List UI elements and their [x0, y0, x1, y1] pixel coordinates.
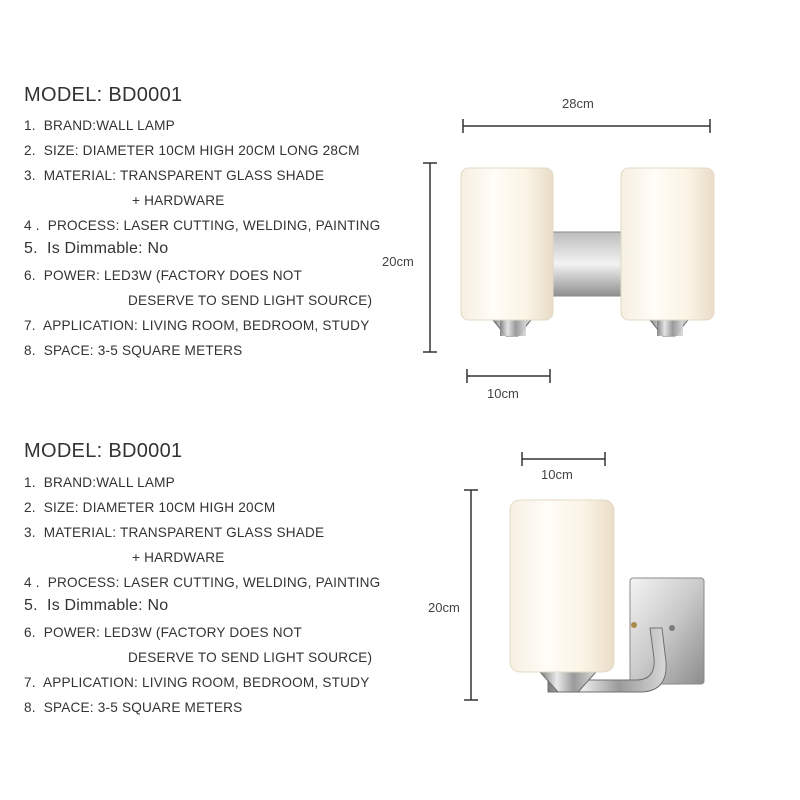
spec-item: 3. MATERIAL: TRANSPARENT GLASS SHADE: [24, 168, 325, 183]
spec-item-continuation: DESERVE TO SEND LIGHT SOURCE): [128, 650, 373, 665]
spec-item-continuation: + HARDWARE: [132, 193, 225, 208]
spec-item: 7. APPLICATION: LIVING ROOM, BEDROOM, STUDY: [24, 675, 370, 690]
spec-item: 6. POWER: LED3W (FACTORY DOES NOT: [24, 268, 302, 283]
dimension-line-diameter: [522, 452, 605, 466]
spec-item: 2. SIZE: DIAMETER 10CM HIGH 20CM: [24, 500, 276, 515]
glass-shade-left: [461, 168, 553, 320]
dimension-label-diameter: 10cm: [541, 467, 573, 482]
dimension-line-diameter: [467, 369, 550, 383]
single-lamp-illustration: [0, 400, 800, 800]
dimension-line-height: [464, 490, 478, 700]
spec-section-single-lamp: [0, 400, 800, 800]
spec-item-continuation: + HARDWARE: [132, 550, 225, 565]
glass-shade-right: [621, 168, 714, 320]
spec-item: 8. SPACE: 3-5 SQUARE METERS: [24, 343, 243, 358]
dimension-label-height: 20cm: [382, 254, 414, 269]
spec-item: 6. POWER: LED3W (FACTORY DOES NOT: [24, 625, 302, 640]
dimension-label-width: 28cm: [562, 96, 594, 111]
model-title: MODEL: BD0001: [24, 440, 183, 462]
model-title: MODEL: BD0001: [24, 84, 183, 106]
spec-item: 1. BRAND:WALL LAMP: [24, 118, 175, 133]
wall-plate: [548, 232, 632, 296]
spec-item: 5. Is Dimmable: No: [24, 240, 169, 257]
spec-item: 5. Is Dimmable: No: [24, 597, 169, 614]
spec-item: 4 . PROCESS: LASER CUTTING, WELDING, PAINTING: [24, 575, 381, 590]
spec-item: 4 . PROCESS: LASER CUTTING, WELDING, PAINTING: [24, 218, 381, 233]
spec-item: 3. MATERIAL: TRANSPARENT GLASS SHADE: [24, 525, 325, 540]
wall-plate: [630, 578, 704, 684]
dimension-line-width: [463, 119, 710, 133]
spec-item: 7. APPLICATION: LIVING ROOM, BEDROOM, STUDY: [24, 318, 370, 333]
dimension-label-height: 20cm: [428, 600, 460, 615]
spec-item: 2. SIZE: DIAMETER 10CM HIGH 20CM LONG 28CM: [24, 143, 360, 158]
spec-item-continuation: DESERVE TO SEND LIGHT SOURCE): [128, 293, 373, 308]
glass-shade: [510, 500, 614, 672]
spec-item: 8. SPACE: 3-5 SQUARE METERS: [24, 700, 243, 715]
dimension-line-height: [423, 163, 437, 352]
dimension-label-diameter: 10cm: [487, 386, 519, 401]
spec-item: 1. BRAND:WALL LAMP: [24, 475, 175, 490]
